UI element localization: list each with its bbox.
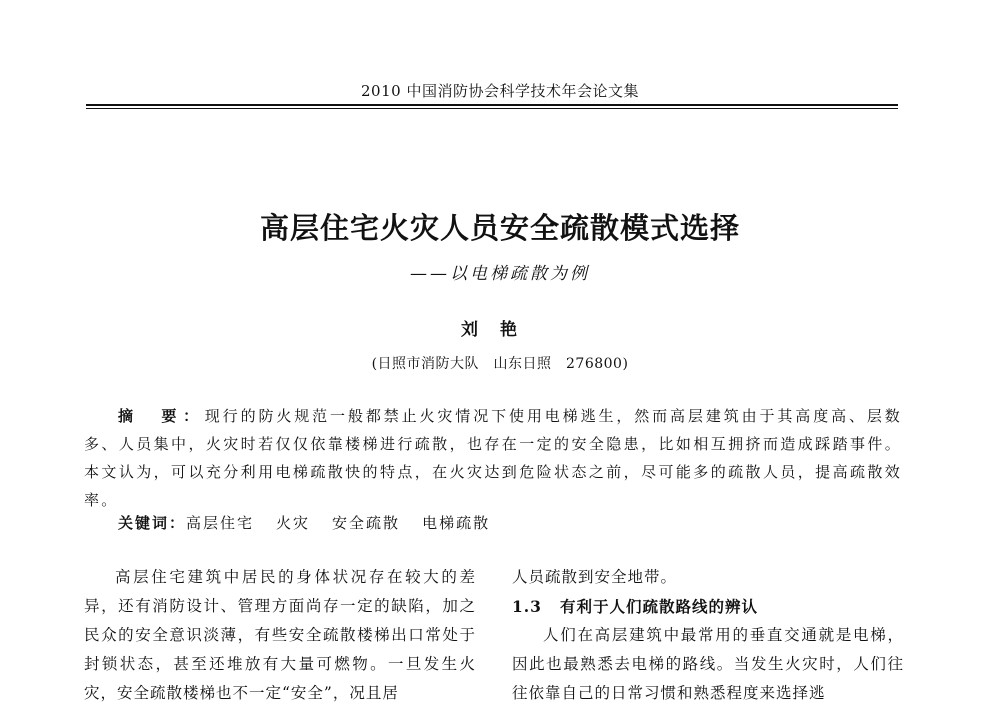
author-affiliation: (日照市消防大队 山东日照 276800) — [371, 356, 629, 372]
running-header: 2010 中国消防协会科学技术年会论文集 — [361, 82, 639, 100]
body-left-column: 高层住宅建筑中居民的身体状况存在较大的差异，还有消防设计、管理方面尚存一定的缺陷，加之民众的安全意识淡薄，有些安全疏散楼梯出口常处于封锁状态，甚至还堆放有大量可燃物。一旦发生火灾，安全疏散楼梯也不一定“安全”，况且居 — [84, 568, 476, 702]
section-number: 1.3 — [512, 597, 542, 616]
keywords — [118, 512, 512, 533]
abstract-text: 现行的防火规范一般都禁止火灾情况下使用电梯逃生，然而高层建筑由于其高度高、层数多、人员集中，火灾时若仅仅依靠楼梯进行疏散，也存在一定的安全隐患，比如相互拥挤而造成踩踏事件。本文认为，可以充分利用电梯疏散快的特点，在火灾达到危险状态之前，尽可能多的疏散人员，提高疏散效率。 — [84, 407, 902, 509]
paper-subtitle: ——以电梯疏散为例 — [410, 264, 590, 284]
header-rule-thin — [86, 108, 898, 109]
abstract-label: 摘 要： — [118, 407, 205, 425]
section-title: 有利于人们疏散路线的辨认 — [559, 597, 758, 616]
continued-paragraph: 人员疏散到安全地带。 — [512, 568, 678, 586]
body-right-column — [512, 563, 904, 708]
header-rule-thick — [86, 104, 898, 106]
keywords-label: 关键词： — [118, 514, 187, 532]
section-paragraph: 人们在高层建筑中最常用的垂直交通就是电梯，因此也最熟悉去电梯的路线。当发生火灾时，人们往往依靠自己的日常习惯和熟悉程度来选择逃 — [512, 626, 904, 702]
paper-title: 高层住宅火灾人员安全疏散模式选择 — [259, 211, 740, 245]
abstract — [84, 402, 902, 514]
author-name: 刘艳 — [461, 320, 539, 340]
keyword-item: 高层住宅 — [186, 514, 255, 532]
keyword-item: 安全疏散 — [332, 514, 401, 532]
section-heading — [512, 592, 904, 621]
keyword-item: 电梯疏散 — [422, 514, 491, 532]
keyword-item: 火灾 — [276, 514, 311, 532]
